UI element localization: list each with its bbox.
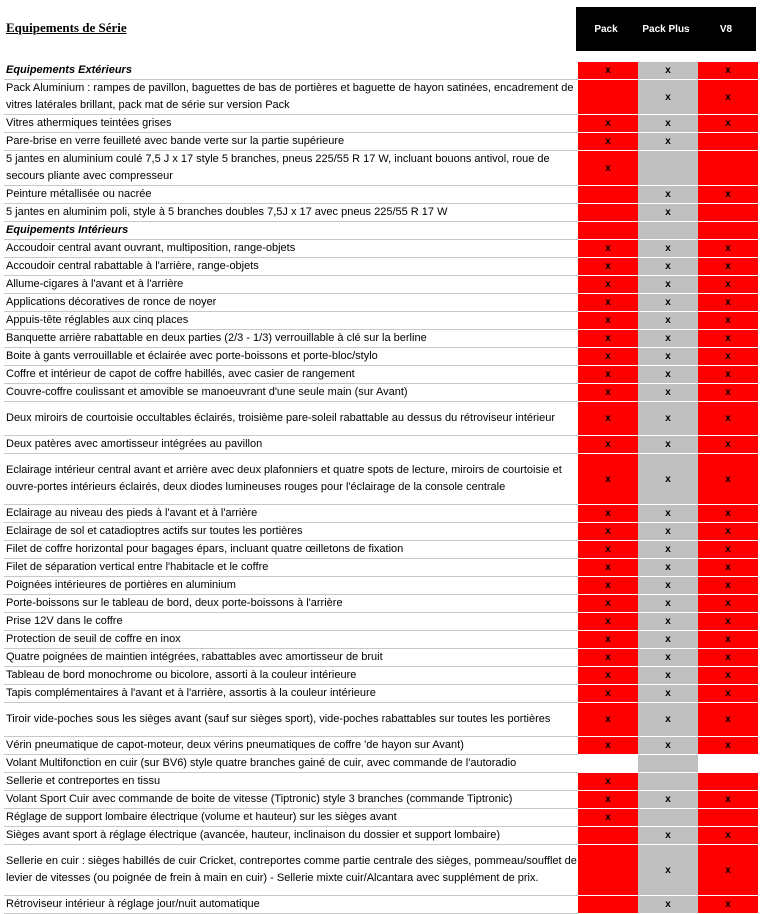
table-row [4, 348, 758, 366]
table-row [4, 845, 758, 896]
table-row [4, 737, 758, 755]
cell-pack [578, 80, 638, 115]
column-header-pack-plus: Pack Plus [642, 23, 690, 35]
table-row [4, 204, 758, 222]
cell-pack-plus: x [638, 577, 698, 595]
cell-pack [578, 204, 638, 222]
cell-pack-plus [638, 773, 698, 791]
cell-v8: x [698, 703, 758, 737]
cell-v8: x [698, 541, 758, 559]
cell-pack: x [578, 809, 638, 827]
equipment-label: Sellerie en cuir : sièges habillés de cuir Cricket, contreportes comme partie centrale des sièges, pommeau/soufflet de levier de vitesses (ou poignée de frein à main en cuir) - Sellerie mixte cuir/Alcantara avec supplément de prix. [4, 845, 578, 896]
cell-v8 [698, 773, 758, 791]
equipment-label: Protection de seuil de coffre en inox [4, 631, 578, 649]
cell-pack: x [578, 62, 638, 80]
cell-pack: x [578, 667, 638, 685]
section-label: Equipements Intérieurs [4, 222, 578, 240]
cell-pack-plus: x [638, 703, 698, 737]
equipment-label: Réglage de support lombaire électrique (volume et hauteur) sur les sièges avant [4, 809, 578, 827]
table-row [4, 258, 758, 276]
cell-pack-plus: x [638, 384, 698, 402]
table-row [4, 186, 758, 204]
section-row [4, 222, 758, 240]
equipment-label: Accoudoir central rabattable à l'arrière, range-objets [4, 258, 578, 276]
cell-v8: x [698, 294, 758, 312]
cell-pack [578, 222, 638, 240]
equipment-label: Prise 12V dans le coffre [4, 613, 578, 631]
table-row [4, 631, 758, 649]
table-row [4, 436, 758, 454]
cell-pack-plus: x [638, 523, 698, 541]
cell-v8: x [698, 115, 758, 133]
cell-pack-plus: x [638, 80, 698, 115]
cell-pack-plus [638, 755, 698, 773]
cell-v8 [698, 133, 758, 151]
cell-v8: x [698, 312, 758, 330]
cell-v8: x [698, 276, 758, 294]
cell-pack: x [578, 402, 638, 436]
table-row [4, 755, 758, 773]
cell-v8: x [698, 737, 758, 755]
cell-v8: x [698, 436, 758, 454]
table-row [4, 809, 758, 827]
cell-pack-plus: x [638, 613, 698, 631]
cell-v8: x [698, 613, 758, 631]
table-row [4, 312, 758, 330]
equipment-label: Porte-boissons sur le tableau de bord, deux porte-boissons à l'arrière [4, 595, 578, 613]
cell-pack-plus: x [638, 595, 698, 613]
equipment-label: Vitres athermiques teintées grises [4, 115, 578, 133]
cell-pack: x [578, 613, 638, 631]
table-row [4, 685, 758, 703]
cell-pack: x [578, 505, 638, 523]
equipment-label: Sièges avant sport à réglage électrique (avancée, hauteur, inclinaison du dossier et support lombaire) [4, 827, 578, 845]
cell-pack: x [578, 115, 638, 133]
cell-v8: x [698, 505, 758, 523]
cell-pack: x [578, 595, 638, 613]
cell-pack-plus: x [638, 62, 698, 80]
cell-pack: x [578, 454, 638, 505]
equipment-label: 5 jantes en aluminium coulé 7,5 J x 17 style 5 branches, pneus 225/55 R 17 W, incluant bouons antivol, roue de secours pliante avec compresseur [4, 151, 578, 186]
cell-pack: x [578, 577, 638, 595]
cell-pack-plus: x [638, 115, 698, 133]
cell-pack: x [578, 685, 638, 703]
cell-pack-plus: x [638, 436, 698, 454]
cell-v8: x [698, 685, 758, 703]
equipment-label: Pare-brise en verre feuilleté avec bande verte sur la partie supérieure [4, 133, 578, 151]
cell-v8: x [698, 454, 758, 505]
cell-pack-plus [638, 809, 698, 827]
column-header-bar [576, 7, 756, 51]
cell-v8: x [698, 896, 758, 914]
cell-v8: x [698, 348, 758, 366]
equipment-label: Allume-cigares à l'avant et à l'arrière [4, 276, 578, 294]
cell-pack: x [578, 258, 638, 276]
cell-pack: x [578, 436, 638, 454]
table-row [4, 827, 758, 845]
table-row [4, 649, 758, 667]
cell-pack-plus [638, 151, 698, 186]
cell-v8: x [698, 791, 758, 809]
cell-pack-plus: x [638, 827, 698, 845]
cell-pack-plus: x [638, 685, 698, 703]
cell-pack-plus: x [638, 348, 698, 366]
equipment-label: Boite à gants verrouillable et éclairée avec porte-boissons et porte-bloc/stylo [4, 348, 578, 366]
table-row [4, 294, 758, 312]
cell-v8: x [698, 827, 758, 845]
cell-pack [578, 896, 638, 914]
table-row [4, 151, 758, 186]
equipment-label: Coffre et intérieur de capot de coffre habillés, avec casier de rangement [4, 366, 578, 384]
cell-v8: x [698, 845, 758, 896]
cell-pack: x [578, 737, 638, 755]
cell-pack-plus: x [638, 258, 698, 276]
cell-v8: x [698, 258, 758, 276]
cell-pack-plus: x [638, 845, 698, 896]
equipment-table [4, 62, 758, 914]
equipment-label: Applications décoratives de ronce de noyer [4, 294, 578, 312]
cell-pack: x [578, 366, 638, 384]
equipment-label: Deux patères avec amortisseur intégrées au pavillon [4, 436, 578, 454]
cell-v8 [698, 222, 758, 240]
cell-pack-plus: x [638, 631, 698, 649]
cell-v8: x [698, 667, 758, 685]
cell-pack: x [578, 348, 638, 366]
table-row [4, 595, 758, 613]
cell-pack: x [578, 133, 638, 151]
cell-pack: x [578, 294, 638, 312]
cell-pack: x [578, 330, 638, 348]
table-row [4, 667, 758, 685]
cell-v8: x [698, 80, 758, 115]
cell-pack: x [578, 773, 638, 791]
cell-v8: x [698, 523, 758, 541]
cell-pack-plus: x [638, 505, 698, 523]
equipment-label: Banquette arrière rabattable en deux parties (2/3 - 1/3) verrouillable à clé sur la berline [4, 330, 578, 348]
cell-v8 [698, 204, 758, 222]
equipment-label: Peinture métallisée ou nacrée [4, 186, 578, 204]
equipment-label: Eclairage de sol et catadioptres actifs sur toutes les portières [4, 523, 578, 541]
cell-v8: x [698, 649, 758, 667]
cell-pack [578, 755, 638, 773]
cell-pack: x [578, 151, 638, 186]
table-row [4, 559, 758, 577]
cell-pack: x [578, 649, 638, 667]
cell-pack-plus: x [638, 330, 698, 348]
cell-v8: x [698, 384, 758, 402]
section-row [4, 62, 758, 80]
table-row [4, 791, 758, 809]
cell-pack-plus: x [638, 312, 698, 330]
column-header-pack: Pack [594, 23, 618, 35]
cell-pack: x [578, 791, 638, 809]
cell-pack-plus: x [638, 791, 698, 809]
cell-pack: x [578, 384, 638, 402]
equipment-label: Eclairage intérieur central avant et arrière avec deux plafonniers et quatre spots de lecture, miroirs de courtoisie et ouvre-portes intérieurs éclairés, deux diodes lumineuses rouges pour l'éclairage de la console centrale [4, 454, 578, 505]
cell-v8 [698, 809, 758, 827]
cell-v8 [698, 755, 758, 773]
equipment-label: Quatre poignées de maintien intégrées, rabattables avec amortisseur de bruit [4, 649, 578, 667]
equipment-label: Sellerie et contreportes en tissu [4, 773, 578, 791]
cell-pack: x [578, 703, 638, 737]
equipment-label: Tapis complémentaires à l'avant et à l'arrière, assortis à la couleur intérieure [4, 685, 578, 703]
cell-pack-plus [638, 222, 698, 240]
page-title: Equipements de Série [6, 20, 127, 35]
table-row [4, 115, 758, 133]
equipment-label: Tableau de bord monochrome ou bicolore, assorti à la couleur intérieure [4, 667, 578, 685]
equipment-label: Vérin pneumatique de capot-moteur, deux vérins pneumatiques de coffre 'de hayon sur Avant) [4, 737, 578, 755]
cell-v8 [698, 151, 758, 186]
table-row [4, 896, 758, 914]
cell-v8: x [698, 631, 758, 649]
cell-pack-plus: x [638, 133, 698, 151]
cell-pack: x [578, 559, 638, 577]
equipment-label: Poignées intérieures de portières en aluminium [4, 577, 578, 595]
table-row [4, 454, 758, 505]
cell-pack [578, 845, 638, 896]
equipment-label: Eclairage au niveau des pieds à l'avant et à l'arrière [4, 505, 578, 523]
cell-v8: x [698, 62, 758, 80]
column-header-v8: V8 [719, 23, 733, 35]
cell-pack: x [578, 276, 638, 294]
equipment-label: Filet de séparation vertical entre l'habitacle et le coffre [4, 559, 578, 577]
cell-pack-plus: x [638, 366, 698, 384]
cell-v8: x [698, 402, 758, 436]
equipment-label: 5 jantes en aluminim poli, style à 5 branches doubles 7,5J x 17 avec pneus 225/55 R 17 W [4, 204, 578, 222]
cell-pack [578, 186, 638, 204]
cell-pack: x [578, 312, 638, 330]
table-row [4, 505, 758, 523]
equipment-label: Rétroviseur intérieur à réglage jour/nuit automatique [4, 896, 578, 914]
table-row [4, 276, 758, 294]
table-row [4, 541, 758, 559]
cell-v8: x [698, 595, 758, 613]
cell-pack-plus: x [638, 454, 698, 505]
cell-pack-plus: x [638, 294, 698, 312]
cell-pack-plus: x [638, 541, 698, 559]
table-row [4, 366, 758, 384]
table-row [4, 330, 758, 348]
table-row [4, 384, 758, 402]
table-row [4, 703, 758, 737]
cell-pack: x [578, 240, 638, 258]
cell-pack-plus: x [638, 204, 698, 222]
cell-pack-plus: x [638, 649, 698, 667]
cell-pack-plus: x [638, 402, 698, 436]
cell-v8: x [698, 240, 758, 258]
cell-pack [578, 827, 638, 845]
table-row [4, 523, 758, 541]
equipment-label: Deux miroirs de courtoisie occultables éclairés, troisième pare-soleil rabattable au dessus du rétroviseur intérieur [4, 402, 578, 436]
equipment-label: Couvre-coffre coulissant et amovible se manoeuvrant d'une seule main (sur Avant) [4, 384, 578, 402]
table-row [4, 133, 758, 151]
cell-v8: x [698, 186, 758, 204]
cell-pack-plus: x [638, 240, 698, 258]
cell-pack-plus: x [638, 737, 698, 755]
cell-v8: x [698, 330, 758, 348]
cell-v8: x [698, 559, 758, 577]
equipment-label: Accoudoir central avant ouvrant, multiposition, range-objets [4, 240, 578, 258]
cell-pack: x [578, 631, 638, 649]
cell-pack-plus: x [638, 559, 698, 577]
cell-pack-plus: x [638, 186, 698, 204]
equipment-label: Tiroir vide-poches sous les sièges avant (sauf sur sièges sport), vide-poches rabattables sur toutes les portières [4, 703, 578, 737]
cell-pack-plus: x [638, 896, 698, 914]
table-row [4, 80, 758, 115]
cell-pack-plus: x [638, 667, 698, 685]
cell-pack: x [578, 523, 638, 541]
cell-pack-plus: x [638, 276, 698, 294]
equipment-label: Volant Sport Cuir avec commande de boite de vitesse (Tiptronic) style 3 branches (commande Tiptronic) [4, 791, 578, 809]
table-row [4, 240, 758, 258]
table-row [4, 577, 758, 595]
equipment-label: Pack Aluminium : rampes de pavillon, baguettes de bas de portières et baguette de hayon satinées, encadrement de vitres latérales brillant, pack mat de série sur version Pack [4, 80, 578, 115]
table-row [4, 613, 758, 631]
table-row [4, 402, 758, 436]
cell-v8: x [698, 366, 758, 384]
cell-pack: x [578, 541, 638, 559]
section-label: Equipements Extérieurs [4, 62, 578, 80]
equipment-label: Filet de coffre horizontal pour bagages épars, incluant quatre œilletons de fixation [4, 541, 578, 559]
equipment-label: Volant Multifonction en cuir (sur BV6) style quatre branches gainé de cuir, avec commande de l'autoradio [4, 755, 578, 773]
table-row [4, 773, 758, 791]
cell-v8: x [698, 577, 758, 595]
equipment-label: Appuis-tête réglables aux cinq places [4, 312, 578, 330]
